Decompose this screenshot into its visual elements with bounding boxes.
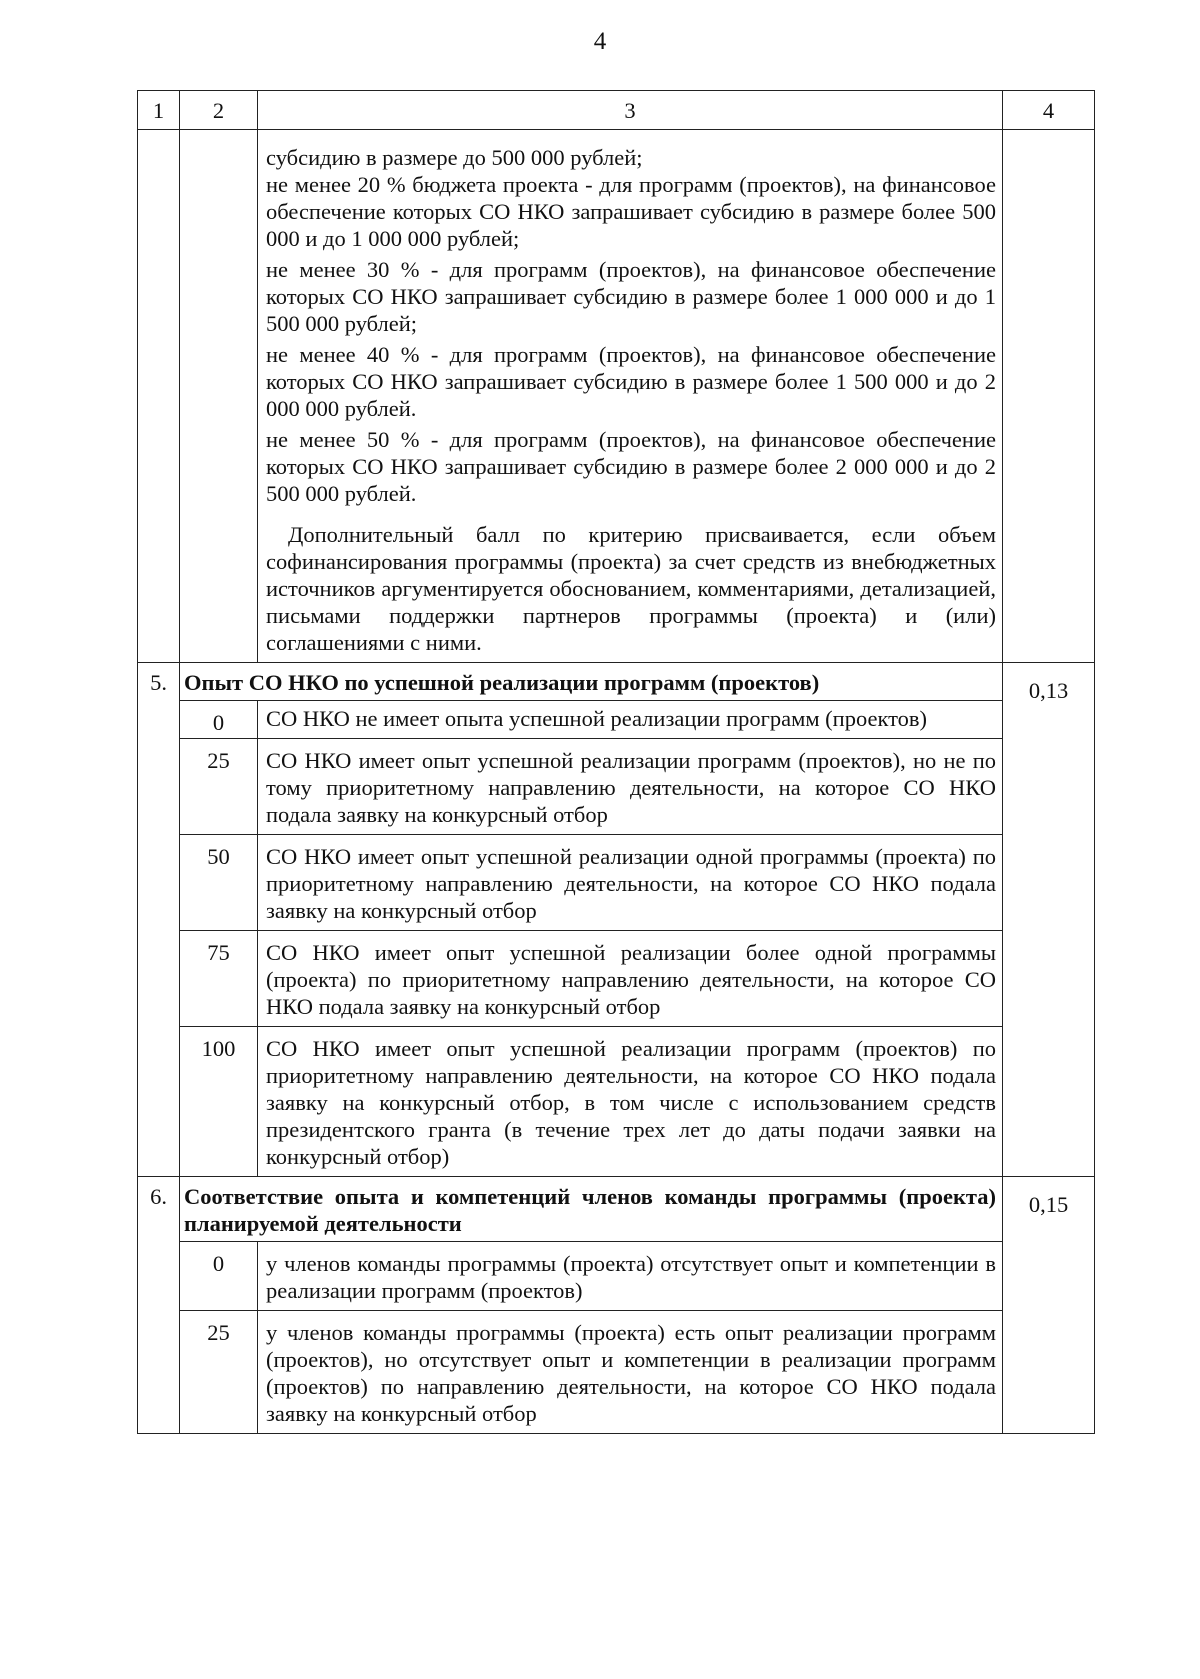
score-row: [138, 1027, 1095, 1177]
paragraph: не менее 40 % - для программ (проектов), на финансовое обеспечение которых СО НКО запрашивает субсидию в размере более 1 500 000 и до 2 000 000 рублей.: [266, 342, 996, 421]
continuation-row: [138, 130, 1095, 663]
header-cell: 4: [1003, 91, 1095, 130]
continuation-text: [258, 130, 1003, 663]
criterion-index: 5.: [138, 663, 180, 701]
criterion-weight: 0,15: [1003, 1177, 1095, 1434]
header-cell: 2: [180, 91, 258, 130]
score-description: у членов команды программы (проекта) отсутствует опыт и компетенции в реализации программ (проектов): [258, 1242, 1003, 1311]
criterion-title: Опыт СО НКО по успешной реализации программ (проектов): [180, 663, 1003, 701]
criterion-row: [138, 1177, 1095, 1242]
score-value: 100: [180, 1027, 258, 1177]
score-value: 0: [180, 701, 258, 739]
score-row: [138, 1311, 1095, 1434]
criterion-title: Соответствие опыта и компетенций членов команды программы (проекта) планируемой деятельности: [180, 1177, 1003, 1242]
header-cell: 3: [258, 91, 1003, 130]
score-description: СО НКО имеет опыт успешной реализации более одной программы (проекта) по приоритетному направлению деятельности, на которое СО НКО подала заявку на конкурсный отбор: [258, 931, 1003, 1027]
paragraph: субсидию в размере до 500 000 рублей;: [266, 145, 643, 170]
paragraph: не менее 50 % - для программ (проектов), на финансовое обеспечение которых СО НКО запрашивает субсидию в размере более 2 000 000 и до 2 500 000 рублей.: [266, 427, 996, 506]
score-row: [138, 739, 1095, 835]
criterion-index: 6.: [138, 1177, 180, 1242]
page-number: 4: [593, 28, 607, 55]
score-row: [138, 1242, 1095, 1311]
score-row: [138, 701, 1095, 739]
table-header-row: [138, 91, 1095, 130]
score-description: СО НКО имеет опыт успешной реализации одной программы (проекта) по приоритетному направлению деятельности, на которое СО НКО подала заявку на конкурсный отбор: [258, 835, 1003, 931]
score-description: СО НКО имеет опыт успешной реализации программ (проектов), но не по тому приоритетному направлению деятельности, на которое СО НКО подала заявку на конкурсный отбор: [258, 739, 1003, 835]
criterion-weight: 0,13: [1003, 663, 1095, 1177]
score-row: [138, 931, 1095, 1027]
score-value: 25: [180, 739, 258, 835]
score-value: 75: [180, 931, 258, 1027]
criteria-table: [137, 90, 1095, 1434]
header-cell: 1: [138, 91, 180, 130]
score-value: 50: [180, 835, 258, 931]
note-paragraph: Дополнительный балл по критерию присваивается, если объем софинансирования программы (проекта) за счет средств из внебюджетных источников аргументируется обоснованием, комментариями, детализацией, письмами поддержки партнеров программы (проекта) и (или) соглашениями с ними.: [266, 522, 996, 655]
score-value: 25: [180, 1311, 258, 1434]
paragraph: не менее 30 % - для программ (проектов), на финансовое обеспечение которых СО НКО запрашивает субсидию в размере более 1 000 000 и до 1 500 000 рублей;: [266, 257, 996, 336]
score-row: [138, 835, 1095, 931]
score-description: у членов команды программы (проекта) есть опыт реализации программ (проектов), но отсутствует опыт и компетенции в реализации программ (проектов) по направлению деятельности, на которое СО НКО подала заявку на конкурсный отбор: [258, 1311, 1003, 1434]
score-value: 0: [180, 1242, 258, 1311]
score-description: СО НКО имеет опыт успешной реализации программ (проектов) по приоритетному направлению деятельности, на которое СО НКО подала заявку на конкурсный отбор, в том числе с использованием средств президентского гранта (в течение трех лет до даты подачи заявки на конкурсный отбор): [258, 1027, 1003, 1177]
score-description: СО НКО не имеет опыта успешной реализации программ (проектов): [258, 701, 1003, 739]
paragraph: не менее 20 % бюджета проекта - для программ (проектов), на финансовое обеспечение которых СО НКО запрашивает субсидию в размере более 500 000 и до 1 000 000 рублей;: [266, 172, 996, 251]
criterion-row: [138, 663, 1095, 701]
